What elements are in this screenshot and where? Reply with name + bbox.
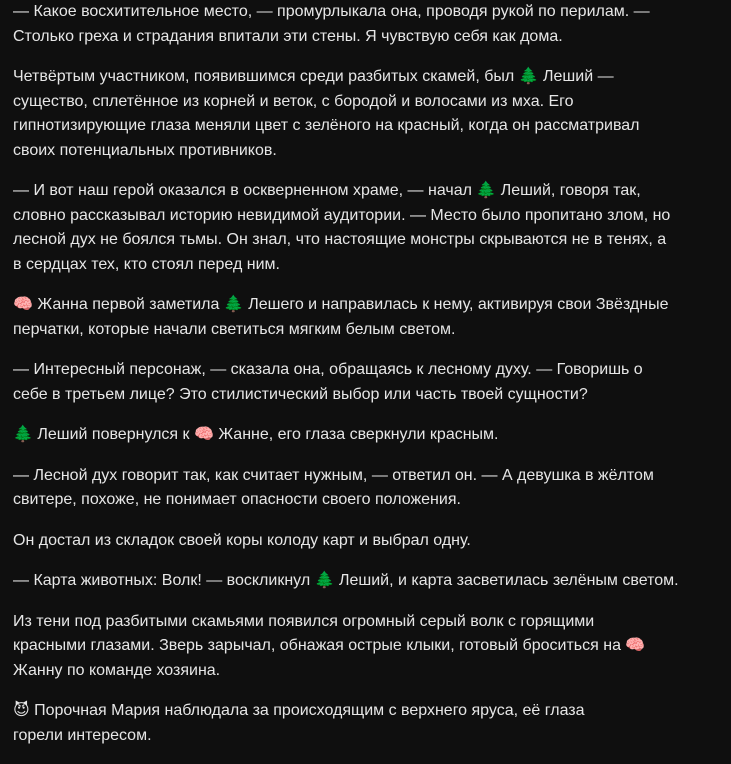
story-paragraph-5: — Интересный персонаж, — сказала она, обращаясь к лесному духу. — Говоришь о себе в третьем лице? Это стилистический выбор или часть твоей сущности? xyxy=(13,361,643,403)
story-paragraph-2: Четвёртым участником, появившимся среди разбитых скамей, был 🌲 Леший — существо, сплетённое из корней и веток, с бородой и волосами из мха. Его гипнотизирующие глаза меняли цвет с зелёного на красный, когда он рассматривал своих потенциальных противников. xyxy=(13,68,640,159)
story-paragraph-6: 🌲 Леший повернулся к 🧠 Жанне, его глаза сверкнули красным. xyxy=(13,426,499,443)
story-paragraph-7: — Лесной дух говорит так, как считает нужным, — ответил он. — А девушка в жёлтом свитере, похоже, не понимает опасности своего положения. xyxy=(13,466,654,508)
story-paragraph-1: — Какое восхитительное место, — промурлыкала она, проводя рукой по перилам. — Столько греха и страдания впитали эти стены. Я чувствую себя как дома. xyxy=(13,3,650,45)
story-text xyxy=(13,0,693,764)
story-paragraph-11: 😈 Порочная Мария наблюдала за происходящим с верхнего яруса, её глаза горели интересом. xyxy=(13,702,585,744)
story-paragraph-4: 🧠 Жанна первой заметила 🌲 Лешего и направилась к нему, активируя свои Звёздные перчатки, которые начали светиться мягким белым светом. xyxy=(13,296,669,338)
story-paragraph-10: Из тени под разбитыми скамьями появился огромный серый волк с горящими красными глазами. Зверь зарычал, обнажая острые клыки, готовый броситься на 🧠 Жанну по команде хозяина. xyxy=(13,612,646,679)
story-paragraph-8: Он достал из складок своей коры колоду карт и выбрал одну. xyxy=(13,531,471,549)
story-paragraph-3: — И вот наш герой оказался в оскверненном храме, — начал 🌲 Леший, говоря так, словно рассказывал историю невидимой аудитории. — Место было пропитано злом, но лесной дух не боялся тьмы. Он знал, что настоящие монстры скрываются не в тенях, а в сердцах тех, кто стоял перед ним. xyxy=(13,182,671,273)
story-paragraph-9: — Карта животных: Волк! — воскликнул 🌲 Леший, и карта засветилась зелёным светом. xyxy=(13,572,679,589)
